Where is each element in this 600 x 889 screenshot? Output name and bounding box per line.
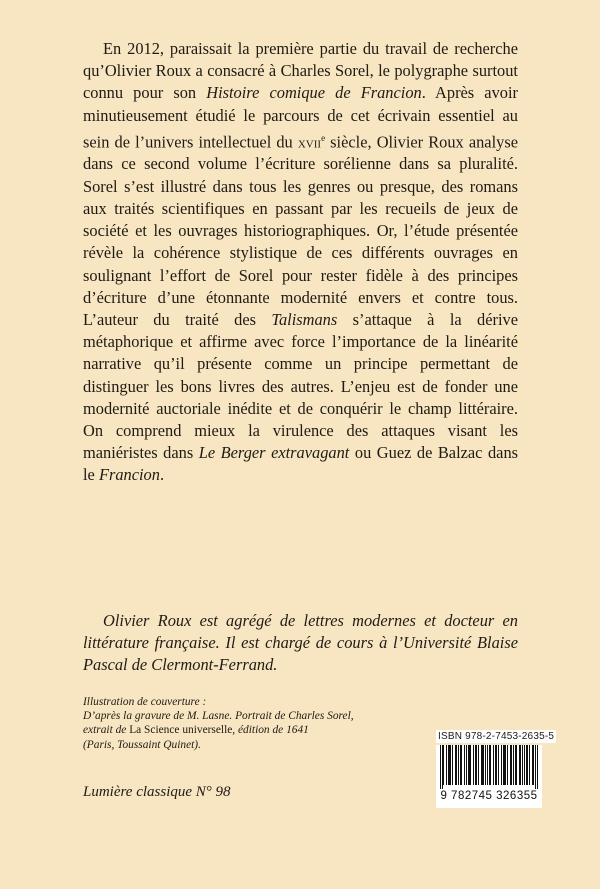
barcode-bar [490, 745, 491, 785]
summary-part-4: s’attaque à la dérive métaphorique et affirme avec force l’importance de la linéarité narrative qu’il présente comme un principe permettant de distinguer les bons livres des autres. L’enjeu est de fonder une modernité auctoriale inédite et de conquérir le champ littéraire. On comprend mieux la virulence des attaques visant les maniéristes dans [83, 309, 519, 463]
barcode-bar [476, 745, 477, 785]
barcode-bar [493, 745, 494, 785]
barcode-bar [464, 745, 465, 785]
summary-part-5: ou Guez de Balzac dans le [83, 443, 519, 485]
century-superscript: e [321, 132, 326, 143]
barcode-bar [456, 745, 457, 785]
barcode-bar [455, 745, 456, 785]
century-numeral: xvii [297, 132, 322, 152]
barcode-bar [537, 745, 538, 789]
author-bio-text: Olivier Roux est agrégé de lettres modernes et docteur en littérature française. Il est chargé de cours à l’Université Blaise Pascal de Clermont-Ferrand. [83, 611, 518, 674]
barcode-bar [515, 745, 516, 785]
illustration-credit-line-2: D’après la gravure de M. Lasne. Portrait de Charles Sorel, [83, 710, 354, 723]
summary-title-francion: Francion [98, 465, 160, 485]
barcode-bar [511, 745, 512, 785]
barcode-bar [505, 745, 506, 785]
barcode-bar [503, 745, 504, 785]
summary-text [83, 38, 518, 487]
barcode-bar [507, 745, 508, 785]
barcode-bar [524, 745, 525, 785]
barcode-bar [466, 745, 467, 785]
barcode-bar [449, 745, 450, 785]
barcode-bar [498, 745, 499, 785]
barcode-bar [483, 745, 484, 785]
barcode-bar [522, 745, 523, 785]
isbn-label: ISBN 978-2-7453-2635-5 [438, 731, 555, 742]
barcode-bar [513, 745, 514, 785]
barcode-bar [489, 745, 490, 785]
barcode-bar [446, 745, 447, 785]
barcode-bar [458, 745, 459, 785]
barcode-bar [468, 745, 469, 785]
barcode-bar [461, 745, 462, 785]
barcode-digits: 9 782745 326355 [440, 790, 538, 802]
illustration-credit-line-4: (Paris, Toussaint Quinet). [83, 738, 201, 751]
illustration-source-title: La Science universelle [129, 724, 233, 737]
barcode-bar [448, 745, 449, 785]
barcode-bar [535, 745, 536, 789]
barcode-bar [460, 745, 461, 785]
barcode-bar [510, 745, 511, 785]
author-bio [83, 610, 518, 676]
barcode-bar [532, 745, 533, 785]
barcode-bar [533, 745, 534, 785]
barcode-bar [452, 745, 453, 785]
barcode-bar [501, 745, 502, 785]
barcode-bar [519, 745, 520, 785]
summary-title-francion-histoire: Histoire comique de Francion [206, 83, 422, 103]
barcode-bar [485, 745, 486, 785]
barcode-bar [469, 745, 470, 785]
barcode-bar [516, 745, 517, 785]
barcode-bars [436, 745, 542, 789]
illustration-credit [83, 695, 363, 752]
barcode-bar [443, 745, 444, 785]
barcode-bar [504, 745, 505, 785]
summary-part-1: En 2012, paraissait la première partie du travail de recherche qu’Olivier Roux a consacré à Charles Sorel, le polygraphe surtout connu pour son [83, 39, 518, 103]
collection-label: Lumière classique N° 98 [83, 784, 231, 800]
barcode-bar [450, 745, 451, 785]
illustration-credit-line-3: extrait de La Science universelle, édition de 1641 [83, 724, 309, 737]
summary-title-berger: Le Berger extravagant [198, 443, 350, 463]
barcode-bar [478, 745, 479, 785]
barcode-bar [470, 745, 471, 785]
summary-part-3: siècle, Olivier Roux analyse dans ce second volume l’écriture sorélienne dans sa pluralité. Sorel s’est illustré dans tous les genres ou presque, des romans aux traités scientifiques en passant par les recueils de jeux de société et les ouvrages historiographiques. Or, l’étude présentée révèle la cohérence stylistique de ces différents ouvrages en soulignant l’effort de Sorel pour rester fidèle à des principes d’écriture d’une étonnante modernité envers et contre tous. L’auteur du traité des [83, 132, 518, 329]
barcode-bar [496, 745, 497, 785]
barcode-bar [526, 745, 527, 785]
barcode-bar [475, 745, 476, 785]
barcode-bar [527, 745, 528, 785]
barcode-bar [442, 745, 443, 789]
barcode-bar [529, 745, 530, 785]
summary-title-talismans: Talismans [271, 309, 338, 329]
summary-part-2: . Après avoir minutieusement étudié le parcours de cet écrivain essentiel au sein de l’univers intellectuel du [83, 83, 518, 152]
illustration-credit-heading: Illustration de couverture : [83, 696, 207, 708]
summary-part-6: . [159, 465, 165, 485]
barcode-bar [495, 745, 496, 785]
barcode-bar [487, 745, 488, 785]
barcode-bar [440, 745, 441, 789]
barcode-bar [520, 745, 521, 785]
barcode-bar [481, 745, 482, 785]
barcode-bar [482, 745, 483, 785]
barcode-bar [473, 745, 474, 785]
